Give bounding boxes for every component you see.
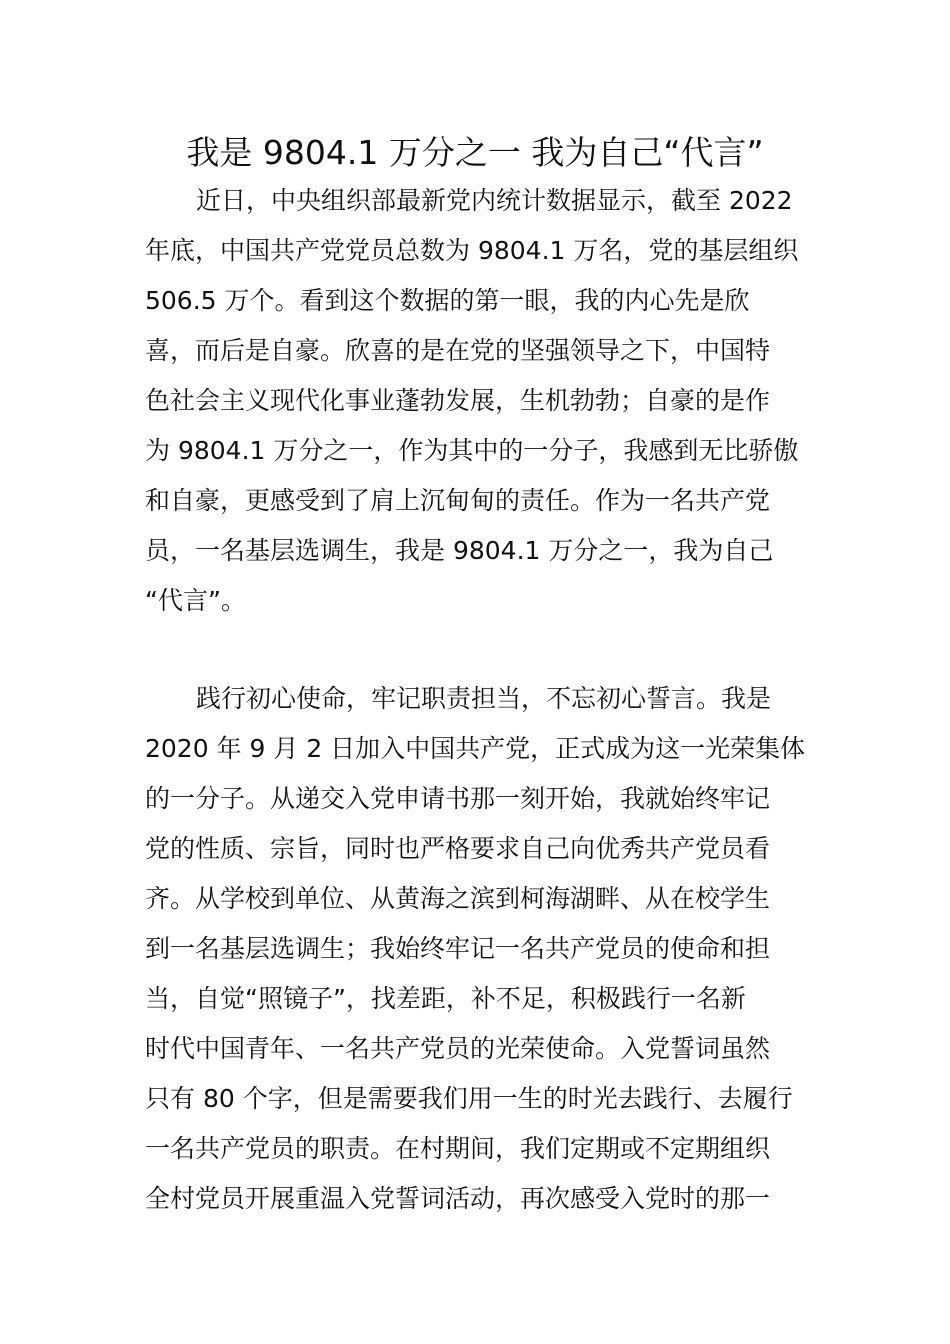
paragraph-2-line: 全村党员开展重温入党誓词活动，再次感受入党时的那一 bbox=[145, 1184, 771, 1213]
paragraph-1-line: 喜，而后是自豪。欣喜的是在党的坚强领导之下，中国特 bbox=[145, 336, 771, 365]
paragraph-1-line: 员，一名基层选调生，我是 9804.1 万分之一，我为自己 bbox=[145, 536, 774, 565]
paragraph-2-line: 时代中国青年、一名共产党员的光荣使命。入党誓词虽然 bbox=[145, 1034, 771, 1063]
paragraph-1-line: 506.5 万个。看到这个数据的第一眼，我的内心先是欣 bbox=[145, 286, 750, 315]
paragraph-2-line: 齐。从学校到单位、从黄海之滨到柯海湖畔、从在校学生 bbox=[145, 884, 771, 913]
paragraph-2-line: 的一分子。从递交入党申请书那一刻开始，我就始终牢记 bbox=[145, 784, 771, 813]
paragraph-1-line: 近日，中央组织部最新党内统计数据显示，截至 2022 bbox=[196, 186, 793, 215]
paragraph-2-line: 践行初心使命，牢记职责担当，不忘初心誓言。我是 bbox=[196, 684, 772, 713]
paragraph-1-line: 色社会主义现代化事业蓬勃发展，生机勃勃；自豪的是作 bbox=[145, 386, 771, 415]
paragraph-2-line: 只有 80 个字，但是需要我们用一生的时光去践行、去履行 bbox=[145, 1084, 793, 1113]
paragraph-2-line: 2020 年 9 月 2 日加入中国共产党，正式成为这一光荣集体 bbox=[145, 734, 806, 763]
paragraph-2-line: 党的性质、宗旨，同时也严格要求自己向优秀共产党员看 bbox=[145, 834, 771, 863]
paragraph-1-line: 和自豪，更感受到了肩上沉甸甸的责任。作为一名共产党 bbox=[145, 486, 771, 515]
paragraph-2-line: 到一名基层选调生；我始终牢记一名共产党员的使命和担 bbox=[145, 934, 771, 963]
paragraph-2-line: 当，自觉“照镜子”，找差距，补不足，积极践行一名新 bbox=[145, 984, 746, 1013]
document-title: 我是 9804.1 万分之一 我为自己“代言” bbox=[186, 133, 764, 172]
paragraph-2-line: 一名共产党员的职责。在村期间，我们定期或不定期组织 bbox=[145, 1134, 771, 1163]
paragraph-1-line: 为 9804.1 万分之一，作为其中的一分子，我感到无比骄傲 bbox=[145, 436, 799, 465]
paragraph-1-line: 年底，中国共产党党员总数为 9804.1 万名，党的基层组织 bbox=[145, 236, 799, 265]
paragraph-2 bbox=[145, 674, 810, 1224]
paragraph-1-line: “代言”。 bbox=[145, 586, 246, 615]
paragraph-1 bbox=[145, 176, 810, 626]
